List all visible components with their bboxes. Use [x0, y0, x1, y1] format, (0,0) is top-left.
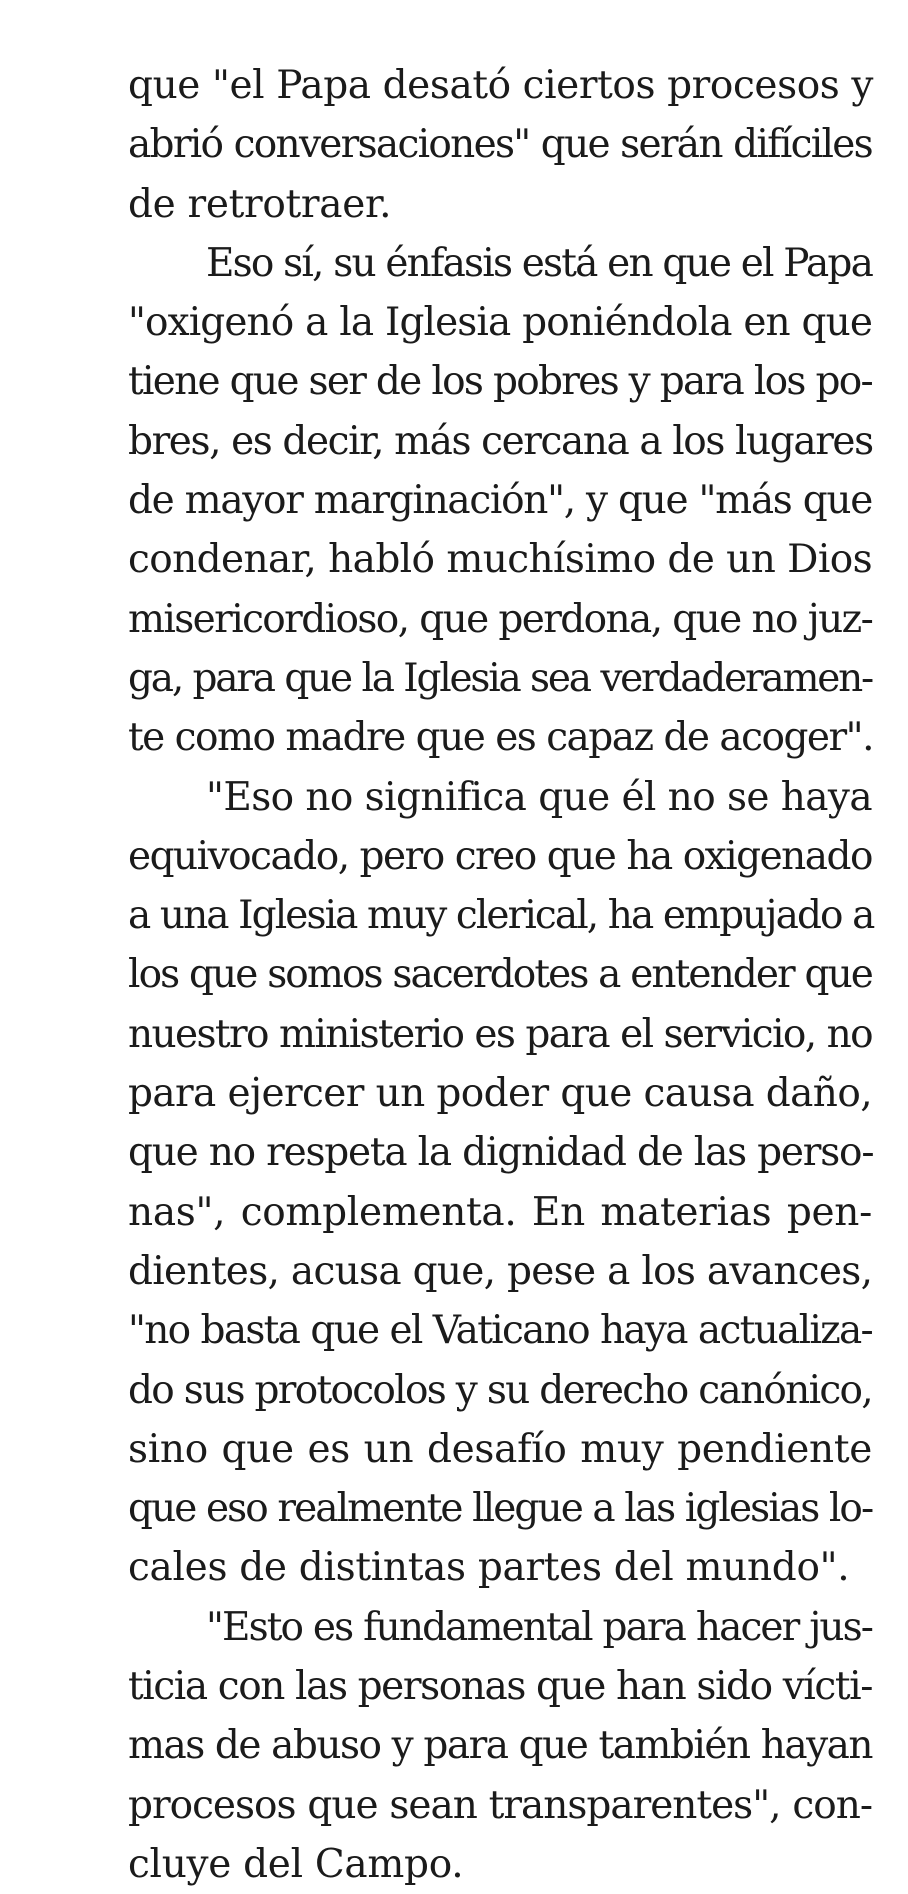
- text-line: nuestro ministerio es para el servicio, no: [128, 1011, 872, 1057]
- text-line: "Eso no significa que él no se haya: [206, 774, 872, 820]
- text-line: bres, es decir, más cercana a los lugares: [128, 418, 873, 464]
- text-line: ticia con las personas que han sido vícti-: [128, 1664, 872, 1710]
- text-line: cales de distintas partes del mundo".: [128, 1545, 850, 1591]
- text-line: que "el Papa desató ciertos procesos y: [128, 63, 874, 108]
- text-line: abrió conversaciones" que serán difíciles: [128, 122, 872, 168]
- text-line: do sus protocolos y su derecho canónico,: [128, 1367, 872, 1413]
- text-line: a una Iglesia muy clerical, ha empujado a: [128, 893, 874, 939]
- text-line: Eso sí, su énfasis está en que el Papa: [206, 240, 873, 286]
- paragraph: [128, 234, 872, 768]
- text-line: para ejercer un poder que causa daño,: [128, 1071, 872, 1117]
- text-line: cluye del Campo.: [128, 1841, 464, 1887]
- text-line: condenar, habló muchísimo de un Dios: [128, 537, 872, 583]
- text-line: te como madre que es capaz de acoger".: [128, 715, 873, 761]
- text-line: ga, para que la Iglesia sea verdaderamen-: [128, 655, 872, 701]
- article-column: [128, 56, 872, 1894]
- text-line: que no respeta la dignidad de las perso-: [128, 1130, 874, 1176]
- text-line: nas", complementa. En materias pen-: [128, 1189, 872, 1235]
- text-line: dientes, acusa que, pese a los avances,: [128, 1248, 873, 1294]
- text-line: mas de abuso y para que también hayan: [128, 1723, 872, 1769]
- text-line: "Esto es fundamental para hacer jus-: [206, 1604, 872, 1650]
- text-line: que eso realmente llegue a las iglesias lo-: [128, 1486, 873, 1532]
- paragraph: [128, 56, 872, 234]
- text-line: "oxigenó a la Iglesia poniéndola en que: [128, 300, 872, 346]
- text-line: tiene que ser de los pobres y para los po-: [128, 359, 872, 405]
- text-line: de retrotraer.: [128, 181, 392, 227]
- text-line: procesos que sean transparentes", con-: [128, 1782, 872, 1828]
- text-line: sino que es un desafío muy pendiente: [128, 1426, 872, 1472]
- paragraph: [128, 768, 872, 1598]
- text-line: "no basta que el Vaticano haya actualiza-: [128, 1308, 872, 1354]
- text-line: los que somos sacerdotes a entender que: [128, 952, 872, 998]
- text-line: misericordioso, que perdona, que no juz-: [128, 596, 873, 642]
- text-line: equivocado, pero creo que ha oxigenado: [128, 833, 872, 879]
- paragraph: [128, 1598, 872, 1894]
- text-line: de mayor marginación", y que "más que: [128, 478, 872, 524]
